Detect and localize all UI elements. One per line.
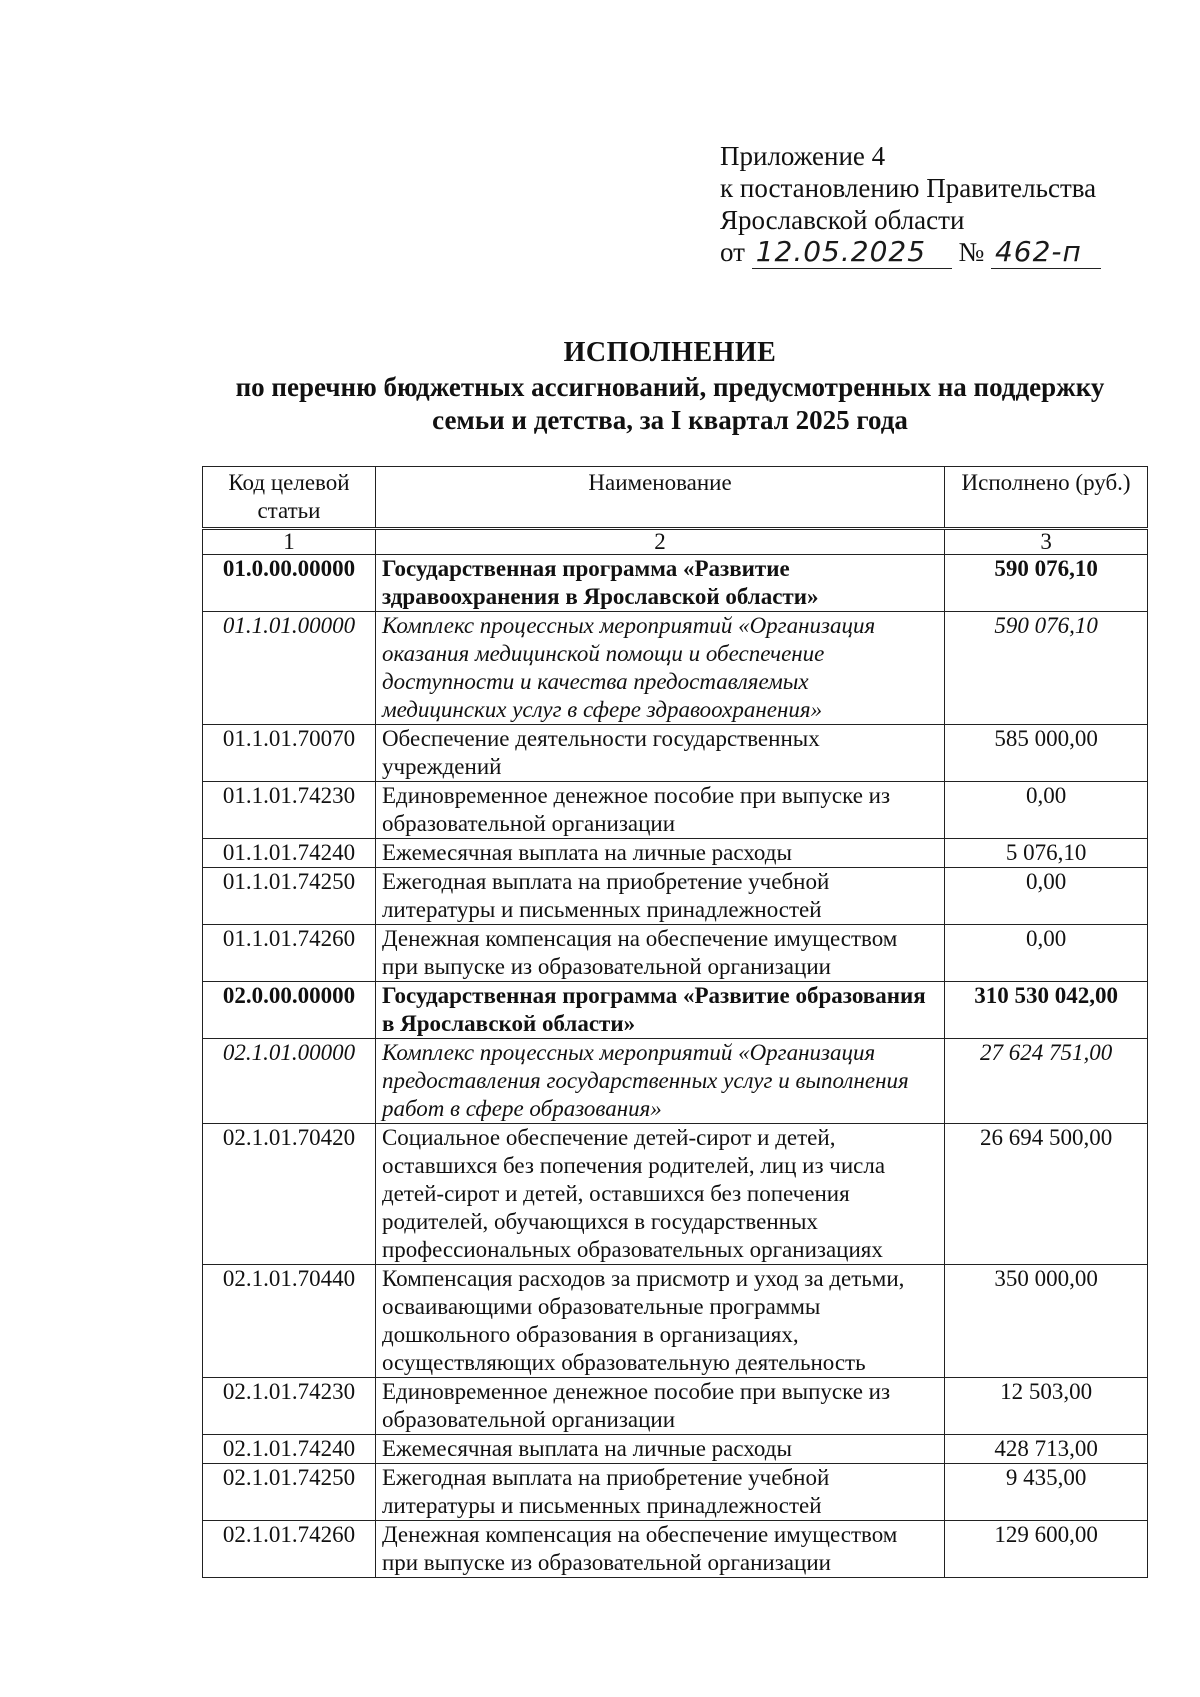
table-row bbox=[203, 725, 1148, 782]
row-name: Денежная компенсация на обеспечение имуществом при выпуске из образовательной организации bbox=[375, 1521, 944, 1578]
handwritten-date: 12.05.2025 bbox=[752, 236, 952, 269]
row-name: Единовременное денежное пособие при выпуске из образовательной организации bbox=[375, 782, 944, 839]
row-code: 01.1.01.00000 bbox=[203, 612, 376, 725]
header-code: Код целевой статьи bbox=[203, 467, 376, 529]
title-subtitle-line1: по перечню бюджетных ассигнований, предусмотренных на поддержку bbox=[235, 372, 1105, 402]
column-number: 2 bbox=[375, 529, 944, 555]
row-code: 01.1.01.74250 bbox=[203, 868, 376, 925]
row-amount: 5 076,10 bbox=[945, 839, 1148, 868]
header-amount: Исполнено (руб.) bbox=[945, 467, 1148, 529]
row-name: Ежемесячная выплата на личные расходы bbox=[375, 839, 944, 868]
row-amount: 0,00 bbox=[945, 782, 1148, 839]
row-code: 02.1.01.74260 bbox=[203, 1521, 376, 1578]
row-amount: 590 076,10 bbox=[945, 612, 1148, 725]
column-number: 3 bbox=[945, 529, 1148, 555]
header-name: Наименование bbox=[375, 467, 944, 529]
attachment-date-line bbox=[720, 236, 1101, 269]
title-main: ИСПОЛНЕНИЕ bbox=[563, 337, 777, 368]
row-name: Комплекс процессных мероприятий «Организация оказания медицинской помощи и обеспечение доступности и качества предоставляемых медицинских услуг в сфере здравоохранения» bbox=[375, 612, 944, 725]
row-code: 01.0.00.00000 bbox=[203, 555, 376, 612]
table-header-row bbox=[203, 467, 1148, 529]
row-amount: 12 503,00 bbox=[945, 1378, 1148, 1435]
row-amount: 590 076,10 bbox=[945, 555, 1148, 612]
attachment-number: Приложение 4 bbox=[720, 141, 886, 171]
table-row bbox=[203, 1265, 1148, 1378]
table-row bbox=[203, 1435, 1148, 1464]
row-name: Компенсация расходов за присмотр и уход за детьми, осваивающими образовательные программы дошкольного образования в организациях, осуществляющих образовательную деятельность bbox=[375, 1265, 944, 1378]
row-code: 02.1.01.70440 bbox=[203, 1265, 376, 1378]
row-name: Комплекс процессных мероприятий «Организация предоставления государственных услуг и выполнения работ в сфере образования» bbox=[375, 1039, 944, 1124]
row-amount: 428 713,00 bbox=[945, 1435, 1148, 1464]
row-name: Ежегодная выплата на приобретение учебной литературы и письменных принадлежностей bbox=[375, 1464, 944, 1521]
row-name: Ежемесячная выплата на личные расходы bbox=[375, 1435, 944, 1464]
row-name: Единовременное денежное пособие при выпуске из образовательной организации bbox=[375, 1378, 944, 1435]
column-number-row bbox=[203, 529, 1148, 555]
attachment-resolution: к постановлению Правительства bbox=[720, 173, 1097, 203]
date-prefix: от bbox=[720, 237, 745, 267]
row-name: Ежегодная выплата на приобретение учебной литературы и письменных принадлежностей bbox=[375, 868, 944, 925]
row-amount: 27 624 751,00 bbox=[945, 1039, 1148, 1124]
row-amount: 585 000,00 bbox=[945, 725, 1148, 782]
table-row bbox=[203, 1521, 1148, 1578]
row-code: 01.1.01.70070 bbox=[203, 725, 376, 782]
row-code: 01.1.01.74240 bbox=[203, 839, 376, 868]
table-row bbox=[203, 782, 1148, 839]
attachment-header bbox=[720, 140, 1101, 269]
table-row bbox=[203, 1378, 1148, 1435]
row-code: 01.1.01.74230 bbox=[203, 782, 376, 839]
table-row bbox=[203, 839, 1148, 868]
row-code: 02.1.01.00000 bbox=[203, 1039, 376, 1124]
execution-table bbox=[202, 466, 1148, 1578]
table-row bbox=[203, 612, 1148, 725]
row-name: Обеспечение деятельности государственных учреждений bbox=[375, 725, 944, 782]
row-amount: 129 600,00 bbox=[945, 1521, 1148, 1578]
row-code: 02.0.00.00000 bbox=[203, 982, 376, 1039]
row-amount: 9 435,00 bbox=[945, 1464, 1148, 1521]
row-name: Государственная программа «Развитие здравоохранения в Ярославской области» bbox=[375, 555, 944, 612]
row-amount: 0,00 bbox=[945, 925, 1148, 982]
row-amount: 310 530 042,00 bbox=[945, 982, 1148, 1039]
row-amount: 350 000,00 bbox=[945, 1265, 1148, 1378]
row-code: 02.1.01.74250 bbox=[203, 1464, 376, 1521]
row-code: 02.1.01.74230 bbox=[203, 1378, 376, 1435]
row-name: Социальное обеспечение детей-сирот и детей, оставшихся без попечения родителей, лиц из числа детей-сирот и детей, оставшихся без попечения родителей, обучающихся в государственных профессиональных образовательных организациях bbox=[375, 1124, 944, 1265]
document-title bbox=[200, 335, 1140, 437]
attachment-region: Ярославской области bbox=[720, 205, 965, 235]
table-row bbox=[203, 1124, 1148, 1265]
table-row bbox=[203, 1039, 1148, 1124]
row-amount: 26 694 500,00 bbox=[945, 1124, 1148, 1265]
row-code: 01.1.01.74260 bbox=[203, 925, 376, 982]
column-number: 1 bbox=[203, 529, 376, 555]
row-name: Государственная программа «Развитие образования в Ярославской области» bbox=[375, 982, 944, 1039]
row-name: Денежная компенсация на обеспечение имуществом при выпуске из образовательной организации bbox=[375, 925, 944, 982]
table-row bbox=[203, 555, 1148, 612]
row-amount: 0,00 bbox=[945, 868, 1148, 925]
table-row bbox=[203, 1464, 1148, 1521]
row-code: 02.1.01.70420 bbox=[203, 1124, 376, 1265]
row-code: 02.1.01.74240 bbox=[203, 1435, 376, 1464]
table-body bbox=[203, 555, 1148, 1578]
title-subtitle-line2: семьи и детства, за I квартал 2025 года bbox=[432, 405, 908, 435]
number-prefix: № bbox=[958, 237, 985, 267]
table-row bbox=[203, 925, 1148, 982]
table-row bbox=[203, 868, 1148, 925]
handwritten-number: 462-п bbox=[991, 236, 1101, 269]
table-row bbox=[203, 982, 1148, 1039]
